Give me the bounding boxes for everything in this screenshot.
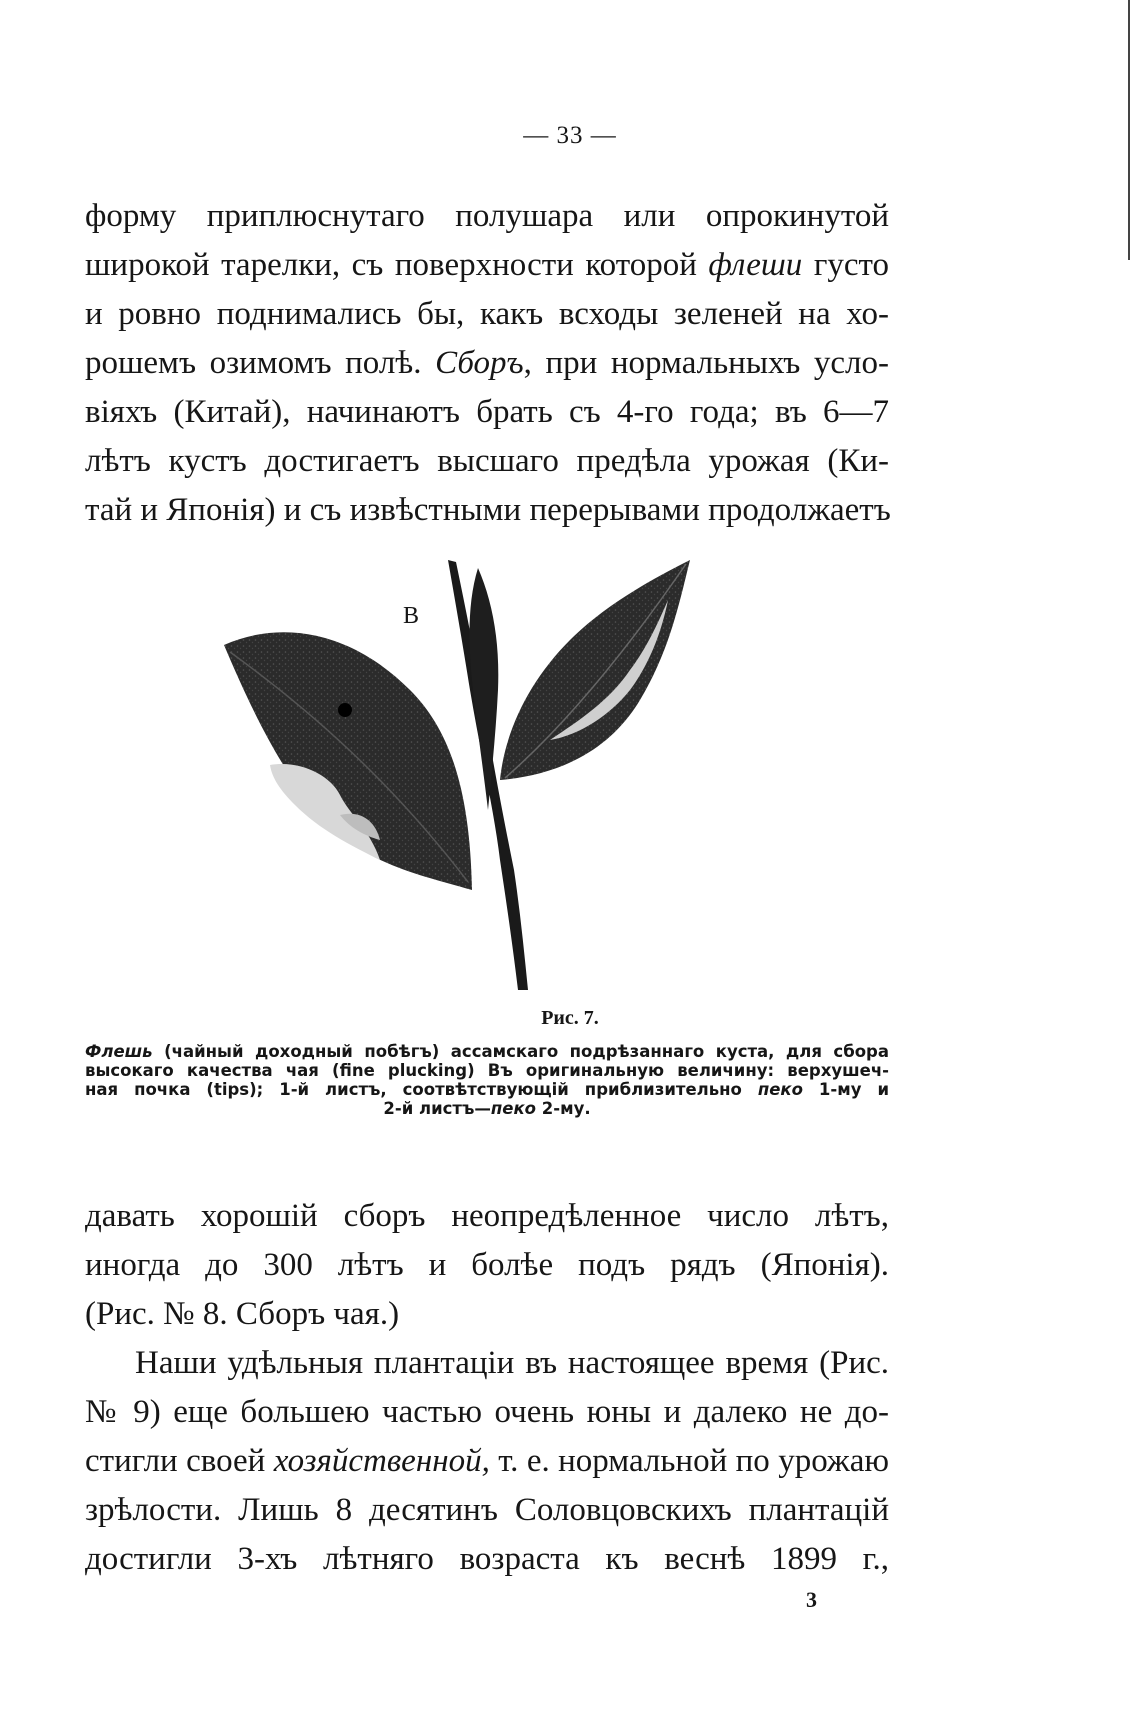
text-line: иногда до 300 лѣтъ и болѣе подъ рядъ (Японія). <box>85 1247 889 1283</box>
text-line: форму приплюснутаго полушара или опрокинутой <box>85 198 889 234</box>
text-line: тай и Японія) и съ извѣстными перерывами продолжаетъ <box>85 492 891 528</box>
caption-title: Рис. 7. <box>541 1007 599 1029</box>
text-line: достигли 3-хъ лѣтняго возраста къ веснѣ 1899 г., <box>85 1541 889 1577</box>
text-line: стигли своей хозяйственной, т. е. нормальной по урожаю <box>85 1443 889 1479</box>
text-line: и ровно поднимались бы, какъ всходы зеленей на хо- <box>85 296 889 332</box>
text-line: Наши удѣльныя плантаціи въ настоящее время (Рис. <box>135 1345 889 1381</box>
text-line: лѣтъ кустъ достигаетъ высшаго предѣла урожая (Ки- <box>85 443 889 479</box>
text-line: № 9) еще большею частью очень юны и далеко не до- <box>85 1394 889 1430</box>
text-line: давать хорошій сборъ неопредѣленное число лѣтъ, <box>85 1198 889 1234</box>
caption-line: Флешь (чайный доходный побѣгъ) ассамскаго подрѣзаннаго куста, для сбора <box>85 1042 889 1061</box>
text-line: (Рис. № 8. Сборъ чая.) <box>85 1296 400 1332</box>
caption-line: высокаго качества чая (fine plucking) Въ оригинальную величину: верхушеч- <box>85 1061 889 1080</box>
bottom-text <box>85 1192 889 1584</box>
text-line: зрѣлости. Лишь 8 десятинъ Соловцовскихъ плантацій <box>85 1492 889 1528</box>
text-line: рошемъ озимомъ полѣ. Сборъ, при нормальныхъ усло- <box>85 345 889 381</box>
signature-mark: 3 <box>806 1587 817 1612</box>
figure-label: В <box>403 603 420 629</box>
text-line: віяхъ (Китай), начинаютъ брать съ 4-го года; въ 6—7 <box>85 394 889 430</box>
text-line: широкой тарелки, съ поверхности которой флеши густо <box>85 247 889 283</box>
page-number: — 33 — <box>523 122 617 149</box>
left-leaf <box>224 632 472 890</box>
tea-shoot-illustration <box>200 560 800 990</box>
right-leaf <box>500 560 690 780</box>
caption-line: 2-й листъ—пеко 2-му. <box>383 1099 591 1118</box>
caption-line: ная почка (tips); 1-й листъ, соотвѣтствующій приблизительно пеко 1-му и <box>85 1080 890 1099</box>
figure-caption <box>85 1042 889 1118</box>
top-paragraph <box>85 192 889 535</box>
